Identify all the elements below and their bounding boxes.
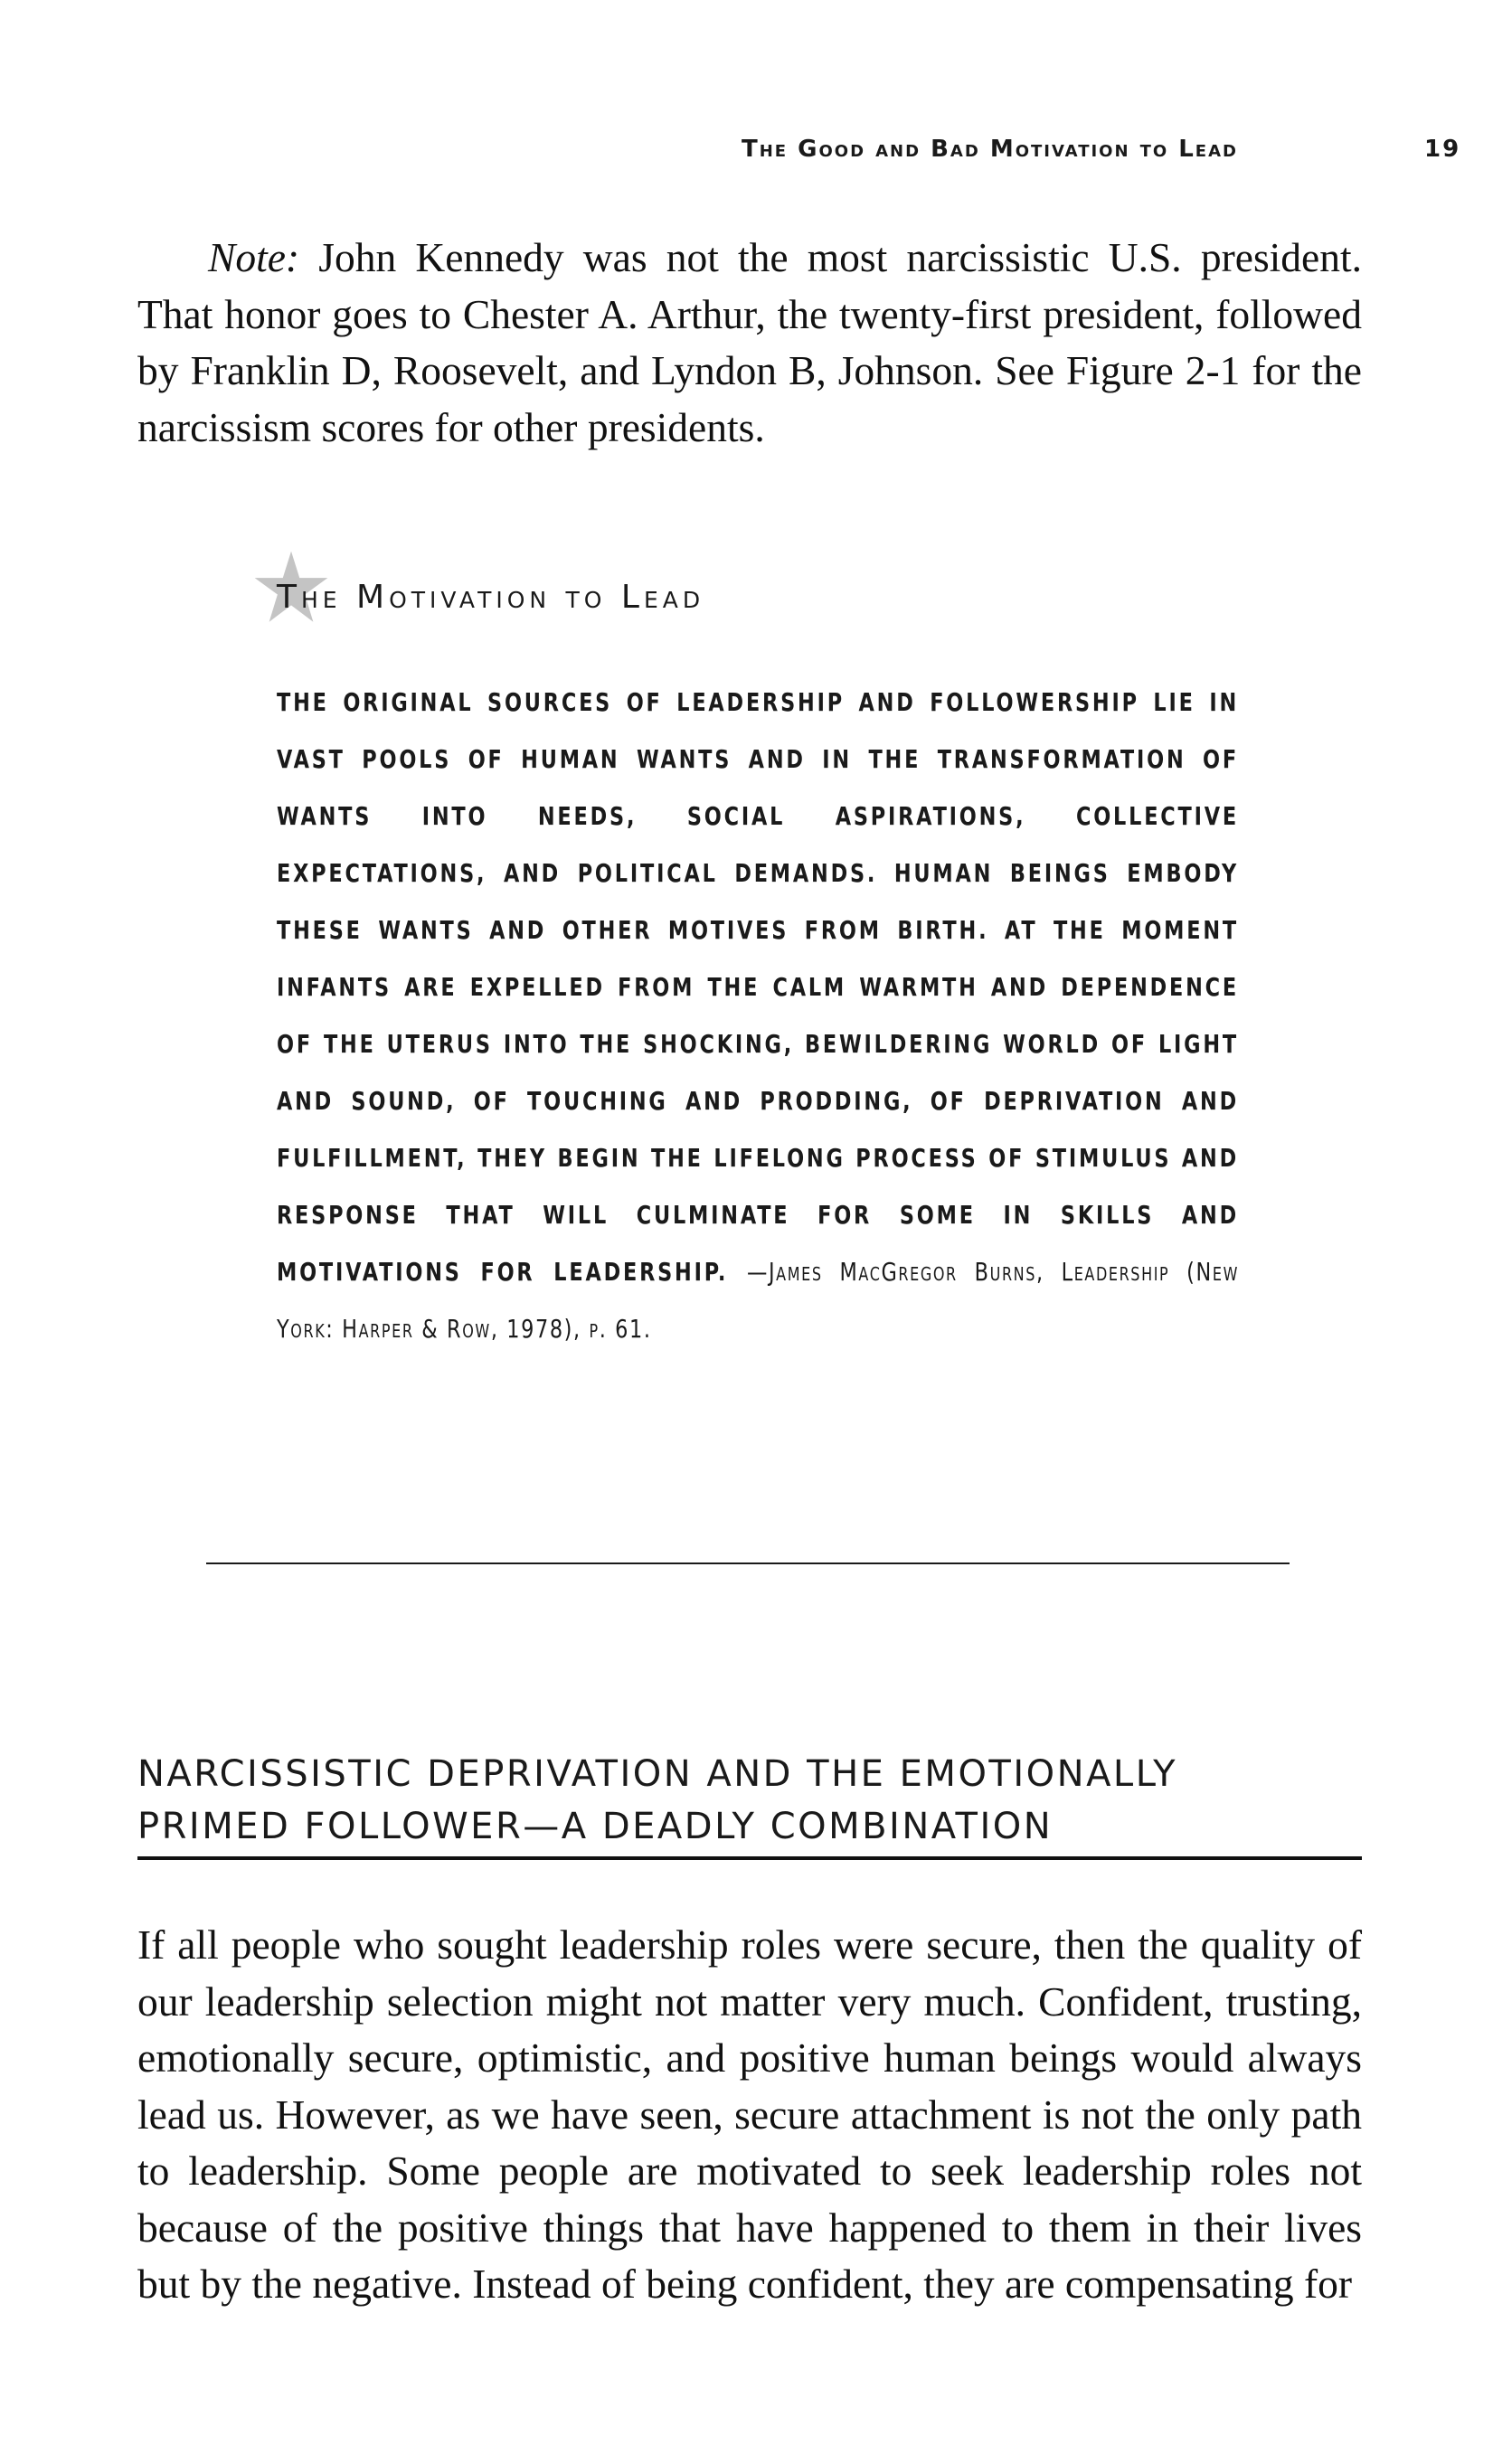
quote-text: THE ORIGINAL SOURCES OF LEADERSHIP AND FOLLOWERSHIP LIE IN VAST POOLS OF HUMAN WANTS AND IN THE TRANSFORMATION OF WANTS INTO NEEDS, SOCIAL ASPIRATIONS, COLLECTIVE EXPECTATIONS, AND POLITICAL DEMANDS. HUMAN BEINGS EMBODY THESE WANTS AND OTHER MOTIVES FROM BIRTH. AT THE MOMENT INFANTS ARE EXPELLED FROM THE CALM WARMTH AND DEPENDENCE OF THE UTERUS INTO THE SHOCKING, BEWILDERING WORLD OF LIGHT AND SOUND, OF TOUCHING AND PRODDING, OF DEPRIVATION AND FULFILLMENT, THEY BEGIN THE LIFELONG PROCESS OF STIMULUS AND RESPONSE THAT WILL CULMINATE FOR SOME IN SKILLS AND MOTIVATIONS FOR LEADERSHIP. — [277, 687, 1239, 1287]
sidebar-divider — [206, 1562, 1290, 1564]
page-number: 19 — [1424, 136, 1461, 163]
quote-attribution: —James MacGregor Burns, Leadership (New York: Harper & Row, 1978), p. 61. — [277, 1257, 1240, 1344]
note-paragraph — [137, 230, 1362, 456]
body-paragraph-text: If all people who sought leadership roles were secure, then the quality of our leadership selection might not matter very much. Confident, trusting, emotionally secure, optimistic, and positive human beings would always lead us. However, as we have seen, secure attachment is not the only path to leadership. Some people are motivated to seek leadership roles not because of the positive things that have happened to them in their lives but by the negative. Instead of being confident, they are compensating for — [137, 1921, 1362, 2307]
body-paragraph — [137, 1917, 1362, 2313]
section-heading-line-2: PRIMED FOLLOWER—A DEADLY COMBINATION — [137, 1806, 1054, 1847]
note-text: John Kennedy was not the most narcissistic U.S. president. That honor goes to Chester A. Arthur, the twenty-first president, followed by Franklin D, Roosevelt, and Lyndon B, Johnson. See Figure 2-1 for the narcissism scores for other presidents. — [137, 234, 1362, 450]
sidebar-title: The Motivation to Lead — [277, 579, 705, 616]
section-heading-rule — [137, 1856, 1362, 1860]
note-label: Note: — [208, 234, 300, 280]
section-heading — [137, 1748, 1362, 1853]
running-head: The Good and Bad Motivation to Lead — [742, 136, 1238, 163]
section-heading-line-1: NARCISSISTIC DEPRIVATION AND THE EMOTIONALLY — [137, 1753, 1178, 1795]
sidebar-quote — [277, 674, 1239, 1357]
